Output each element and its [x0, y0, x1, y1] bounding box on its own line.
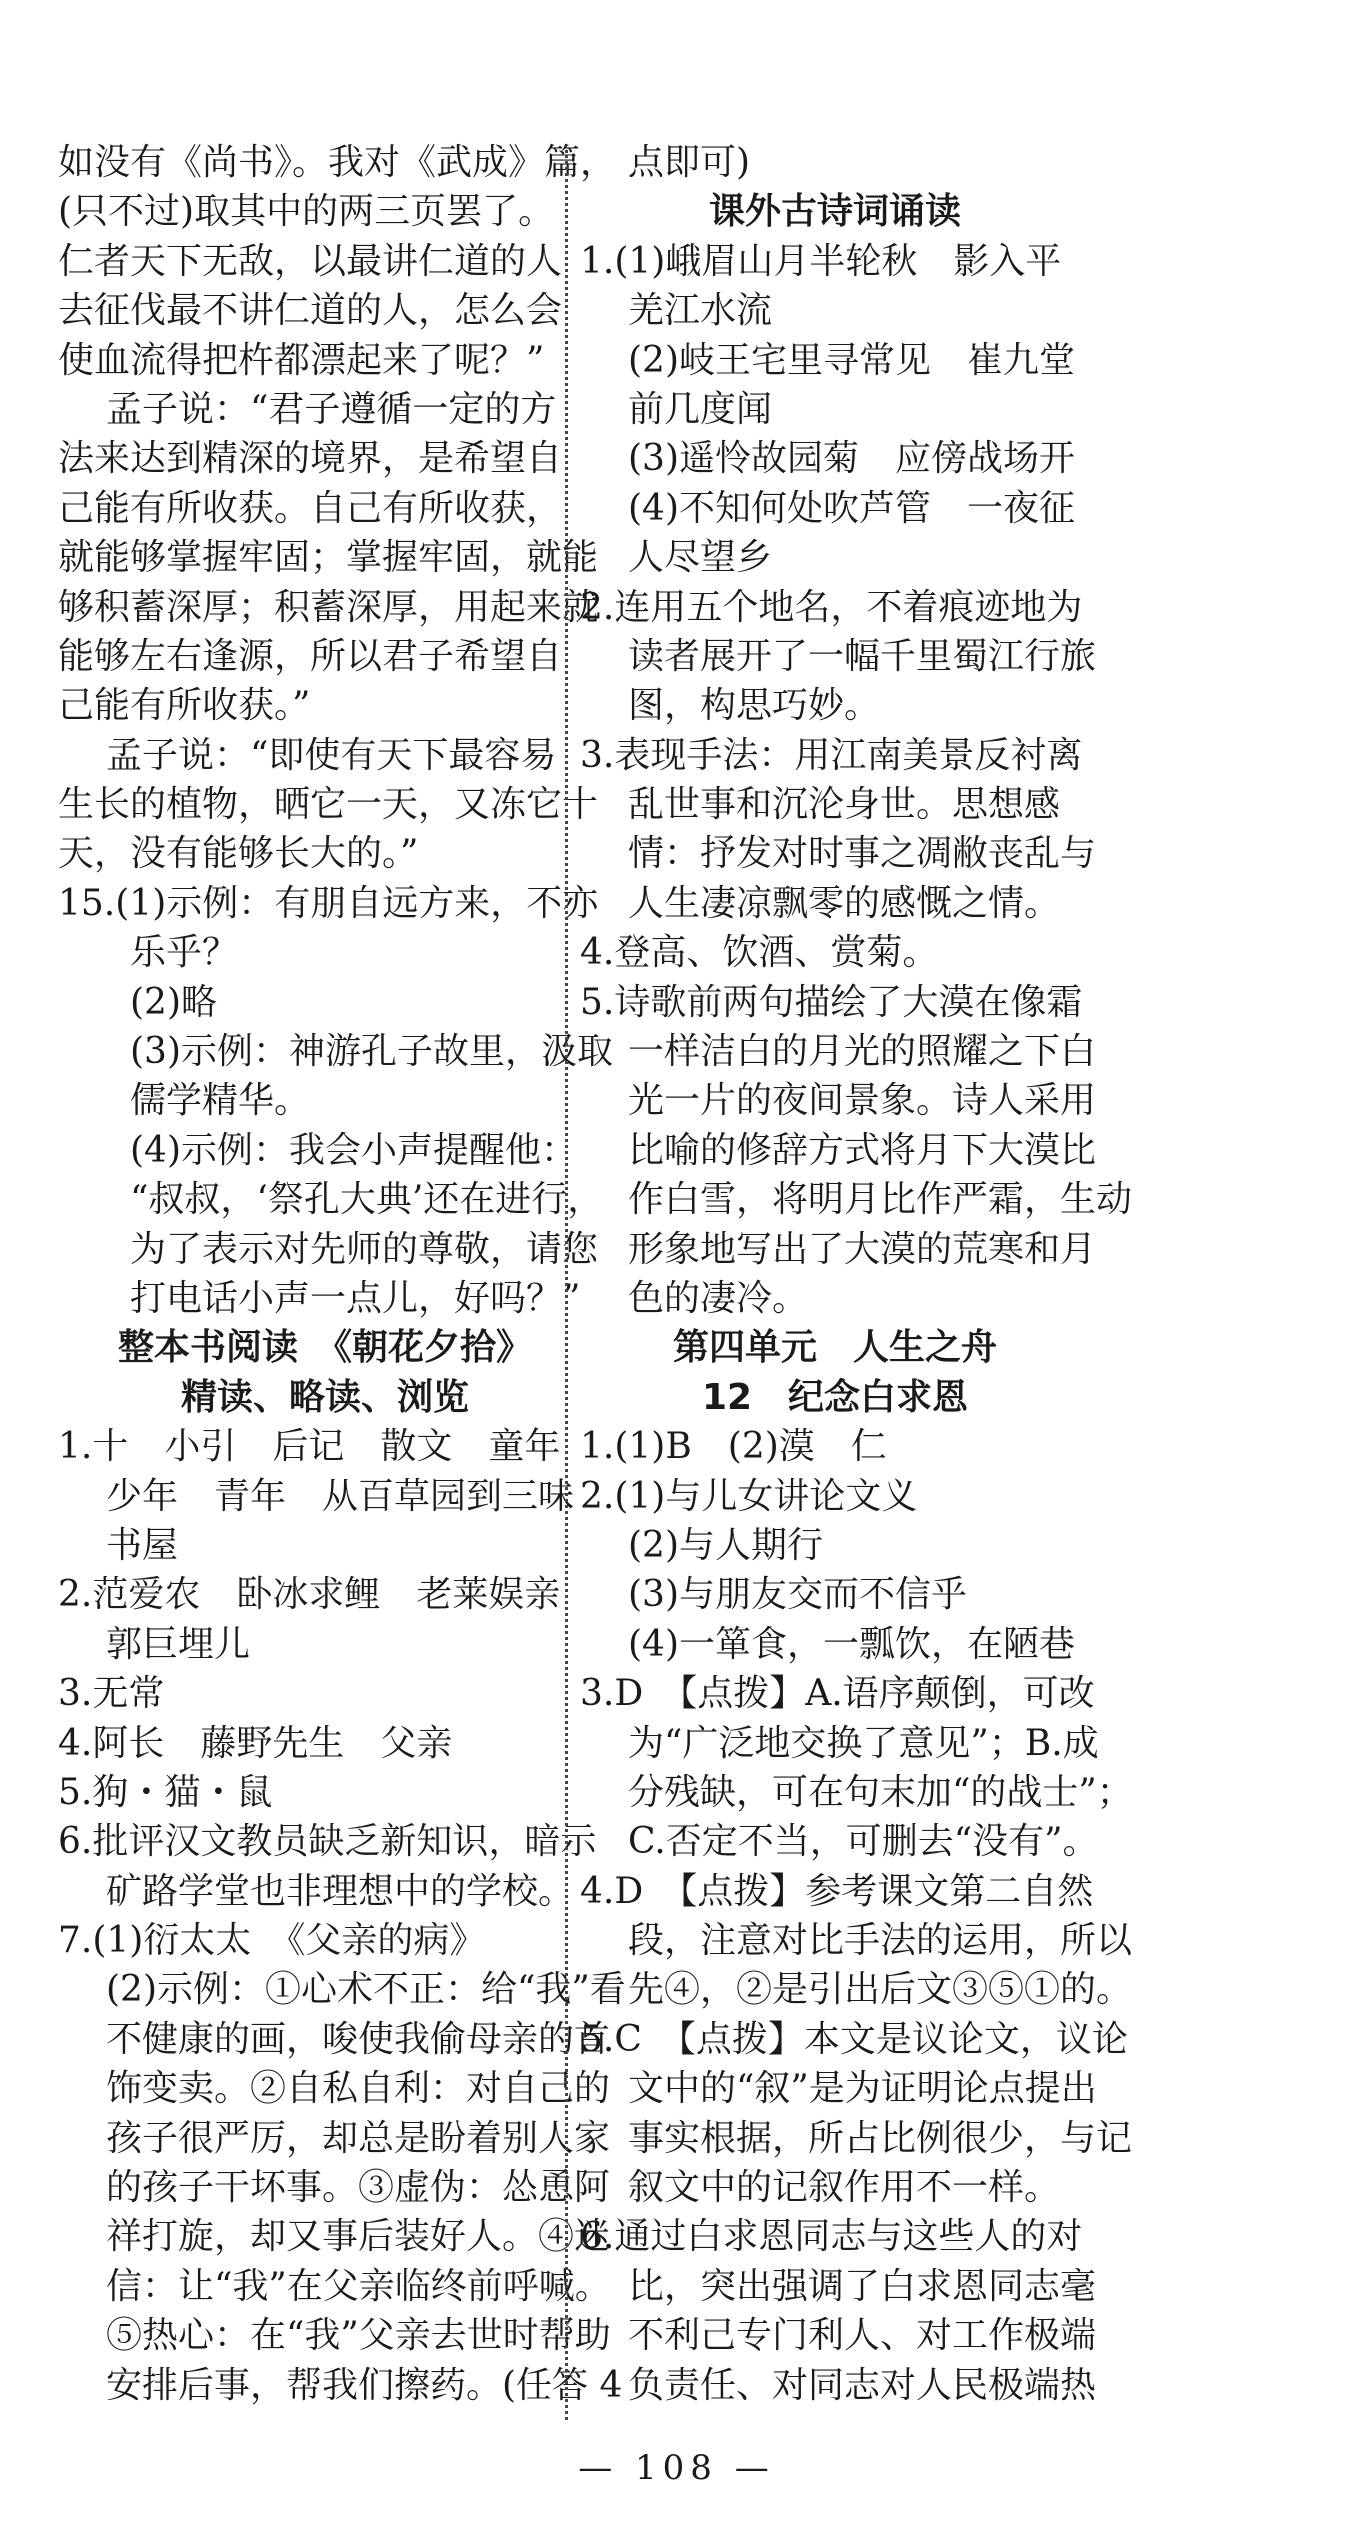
text-line: 色的凄冷。 — [628, 1277, 809, 1319]
text-line: 如没有《尚书》。我对《武成》篇， — [58, 142, 617, 183]
text-line: 5.狗・猫・鼠 — [58, 1771, 273, 1813]
text-line: 使血流得把杵都漂起来了呢？” — [58, 339, 545, 381]
text-line: 3.表现手法：用江南美景反衬离 — [580, 734, 1083, 776]
text-line: 己能有所收获。自己有所收获， — [58, 487, 563, 529]
text-line: 为了表示对先师的尊敬，请您 — [130, 1228, 599, 1270]
text-line: 1.(1)峨眉山月半轮秋 影入平 — [580, 240, 1062, 282]
text-line: 作白雪，将明月比作严霜，生动 — [628, 1179, 1133, 1221]
text-line: 7.(1)衍太太 《父亲的病》 — [58, 1920, 486, 1962]
text-line: 3.无常 — [58, 1673, 165, 1715]
text-line: 点即可) — [628, 142, 751, 183]
text-line: 比喻的修辞方式将月下大漠比 — [628, 1129, 1097, 1171]
text-line: 信：让“我”在父亲临终前呼喊。 — [106, 2265, 611, 2307]
section-heading: 课外古诗词诵读 — [708, 191, 961, 233]
text-line: 段，注意对比手法的运用，所以 — [628, 1920, 1133, 1962]
column-divider — [565, 150, 568, 2420]
section-heading: 第四单元 人生之舟 — [672, 1327, 997, 1369]
text-line: 孟子说：“即使有天下最容易 — [106, 734, 557, 776]
text-line: 天，没有能够长大的。” — [58, 833, 419, 875]
text-line: 1.十 小引 后记 散文 童年 — [58, 1426, 561, 1468]
text-line: (4)一箪食，一瓢饮，在陋巷 — [628, 1623, 1075, 1665]
text-line: 分残缺，可在句末加“的战士”； — [628, 1771, 1133, 1813]
text-line: 儒学精华。 — [130, 1080, 311, 1122]
text-line: 己能有所收获。” — [58, 685, 311, 727]
text-line: C.否定不当，可删去“没有”。 — [628, 1821, 1099, 1863]
left-column — [58, 138, 626, 2410]
text-line: (2)示例：①心术不正：给“我”看 — [106, 1969, 626, 2011]
text-line: 郭巨埋儿 — [106, 1623, 251, 1665]
text-line: 够积蓄深厚；积蓄深厚，用起来就 — [58, 586, 599, 628]
page-number: — 108 — — [578, 2448, 775, 2488]
text-line: (4)不知何处吹芦管 一夜征 — [628, 487, 1075, 529]
text-line: 2.范爱农 卧冰求鲤 老莱娱亲 — [58, 1574, 561, 1616]
text-line: (只不过)取其中的两三页罢了。 — [58, 191, 555, 233]
text-line: 事实根据，所占比例很少，与记 — [628, 2117, 1133, 2159]
text-line: 不健康的画，唆使我偷母亲的首 — [106, 2018, 611, 2060]
text-line: 书屋 — [106, 1524, 179, 1566]
text-line: 祥打旋，却又事后装好人。④迷 — [106, 2216, 611, 2258]
text-line: 光一片的夜间景象。诗人采用 — [628, 1080, 1097, 1122]
text-line: (4)示例：我会小声提醒他： — [130, 1129, 577, 1171]
text-line: 6.批评汉文教员缺乏新知识，暗示 — [58, 1821, 597, 1863]
text-line: 羌江水流 — [628, 290, 773, 332]
text-line: 为“广泛地交换了意见”；B.成 — [628, 1722, 1099, 1764]
text-line: 不利己专门利人、对工作极端 — [628, 2315, 1097, 2357]
text-line: (2)岐王宅里寻常见 崔九堂 — [628, 339, 1075, 381]
text-line: 人尽望乡 — [628, 537, 773, 579]
text-line: 叙文中的记叙作用不一样。 — [628, 2167, 1061, 2209]
text-line: 15.(1)示例：有朋自远方来，不亦 — [58, 882, 599, 924]
right-column — [580, 138, 1133, 2410]
text-line: 5.诗歌前两句描绘了大漠在像霜 — [580, 981, 1083, 1023]
text-line: 2.连用五个地名，不着痕迹地为 — [580, 586, 1083, 628]
text-line: 少年 青年 从百草园到三味 — [106, 1475, 575, 1517]
section-heading: 精读、略读、浏览 — [180, 1376, 469, 1418]
text-line: 能够左右逢源，所以君子希望自 — [58, 635, 563, 677]
text-line: 法来达到精深的境界，是希望自 — [58, 438, 563, 480]
text-line: 前几度闻 — [628, 388, 773, 430]
section-heading: 12 纪念白求恩 — [701, 1376, 969, 1418]
text-line: 仁者天下无敌，以最讲仁道的人 — [58, 240, 563, 282]
text-line: 先④，②是引出后文③⑤①的。 — [628, 1969, 1133, 2011]
text-line: 的孩子干坏事。③虚伪：怂恿阿 — [106, 2167, 611, 2209]
text-line: (3)示例：神游孔子故里，汲取 — [130, 1031, 613, 1073]
section-heading: 整本书阅读 《朝花夕拾》 — [117, 1327, 532, 1369]
text-line: (3)与朋友交而不信乎 — [628, 1574, 967, 1616]
text-line: 4.登高、饮酒、赏菊。 — [580, 932, 939, 974]
text-line: 3.D 【点拨】A.语序颠倒，可改 — [580, 1673, 1095, 1715]
text-line: 负责任、对同志对人民极端热 — [628, 2364, 1097, 2406]
text-line: 文中的“叙”是为证明论点提出 — [628, 2068, 1097, 2110]
text-line: 2.(1)与儿女讲论文义 — [580, 1475, 918, 1517]
text-line: 安排后事，帮我们擦药。(任答 4 — [106, 2364, 623, 2406]
text-line: 比，突出强调了白求恩同志毫 — [628, 2265, 1097, 2307]
text-line: 一样洁白的月光的照耀之下白 — [628, 1031, 1097, 1073]
text-line: 4.阿长 藤野先生 父亲 — [58, 1722, 453, 1764]
text-line: 孩子很严厉，却总是盼着别人家 — [106, 2117, 611, 2159]
text-line: 打电话小声一点儿，好吗？” — [130, 1277, 581, 1319]
text-line: 乱世事和沉沦身世。思想感 — [628, 784, 1061, 826]
text-line: 读者展开了一幅千里蜀江行旅 — [628, 635, 1097, 677]
text-line: 乐乎？ — [130, 932, 239, 974]
text-line: ⑤热心：在“我”父亲去世时帮助 — [106, 2315, 611, 2357]
text-line: (2)与人期行 — [628, 1524, 823, 1566]
text-line: 人生凄凉飘零的感慨之情。 — [628, 882, 1061, 924]
text-line: (2)略 — [130, 981, 217, 1023]
text-line: 饰变卖。②自私自利：对自己的 — [106, 2068, 611, 2110]
text-line: (3)遥怜故园菊 应傍战场开 — [628, 438, 1075, 480]
text-line: 6.通过白求恩同志与这些人的对 — [580, 2216, 1083, 2258]
text-line: 1.(1)B (2)漠 仁 — [580, 1426, 887, 1468]
text-line: 形象地写出了大漠的荒寒和月 — [628, 1228, 1097, 1270]
text-line: “叔叔，‘祭孔大典’还在进行， — [130, 1179, 604, 1221]
text-line: 5.C 【点拨】本文是议论文，议论 — [580, 2018, 1128, 2060]
text-line: 生长的植物，晒它一天，又冻它十 — [58, 784, 599, 826]
text-line: 情：抒发对时事之凋敝丧乱与 — [628, 833, 1097, 875]
text-line: 去征伐最不讲仁道的人，怎么会 — [58, 290, 563, 332]
text-line: 矿路学堂也非理想中的学校。 — [106, 1870, 575, 1912]
text-line: 就能够掌握牢固；掌握牢固，就能 — [58, 537, 599, 579]
text-line: 图，构思巧妙。 — [628, 685, 881, 727]
text-line: 4.D 【点拨】参考课文第二自然 — [580, 1870, 1094, 1912]
text-line: 孟子说：“君子遵循一定的方 — [106, 388, 557, 430]
